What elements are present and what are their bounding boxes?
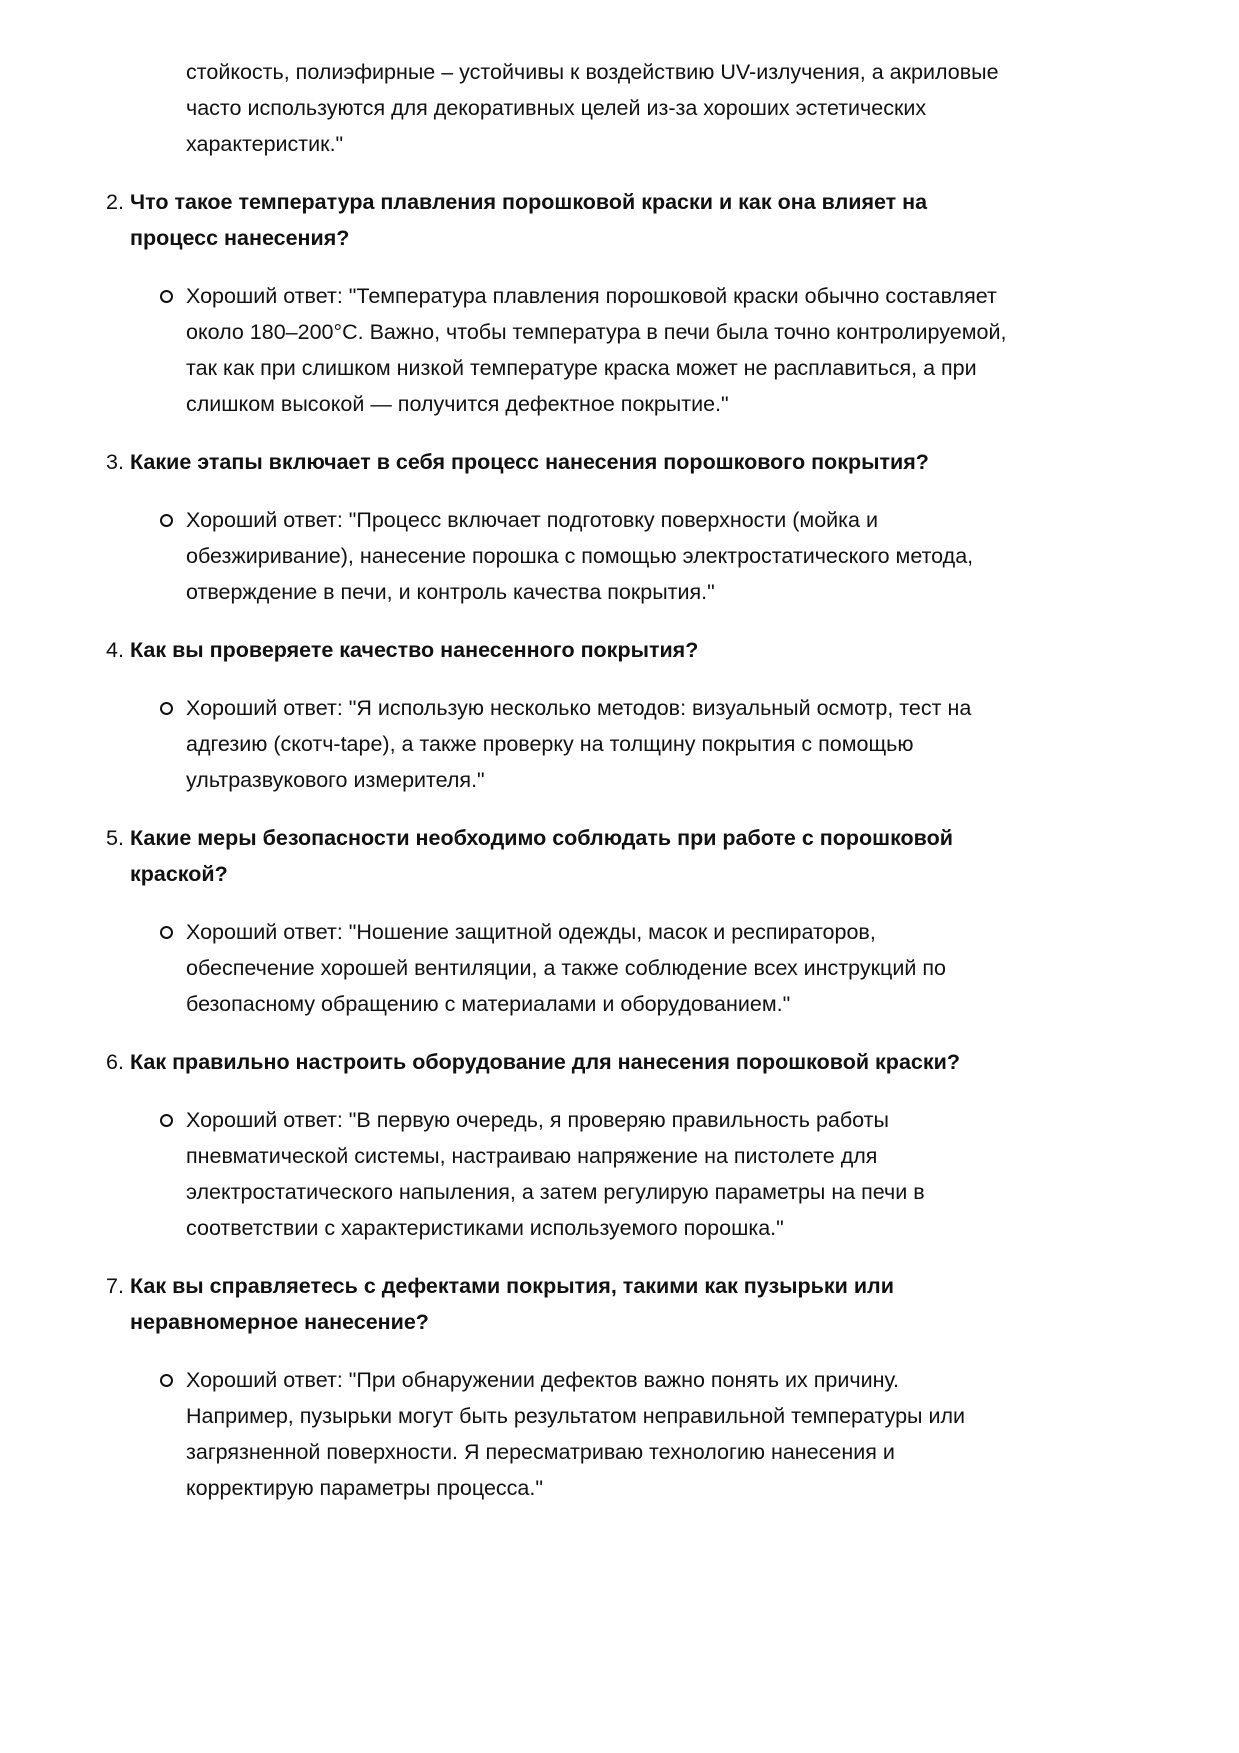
hollow-bullet-icon bbox=[160, 290, 173, 303]
question-item bbox=[0, 632, 1239, 668]
document-body bbox=[0, 54, 1239, 1506]
question-line: краской? bbox=[130, 862, 228, 886]
question-number: 7. bbox=[106, 1274, 124, 1298]
intro-answer-continuation bbox=[0, 54, 1239, 162]
question-line: Какие этапы включает в себя процесс нанесения порошкового покрытия? bbox=[130, 450, 929, 474]
answer-line: Например, пузырьки могут быть результатом неправильной температуры или bbox=[186, 1404, 966, 1428]
answer-line: электростатического напыления, а затем регулирую параметры на печи в bbox=[186, 1180, 925, 1204]
hollow-bullet-icon bbox=[160, 702, 173, 715]
question-item bbox=[0, 820, 1239, 892]
question-number: 4. bbox=[106, 638, 124, 662]
answer-item bbox=[0, 502, 1239, 610]
answer-item bbox=[0, 1362, 1239, 1506]
question-line: Как правильно настроить оборудование для нанесения порошковой краски? bbox=[130, 1050, 960, 1074]
answer-item bbox=[0, 278, 1239, 422]
question-item bbox=[0, 444, 1239, 480]
hollow-bullet-icon bbox=[160, 926, 173, 939]
answer-line: ультразвукового измерителя." bbox=[186, 768, 485, 792]
hollow-bullet-icon bbox=[160, 514, 173, 527]
answer-line: часто используются для декоративных целей из-за хороших эстетических bbox=[186, 96, 927, 120]
hollow-bullet-icon bbox=[160, 1374, 173, 1387]
question-item bbox=[0, 1268, 1239, 1340]
answer-line: так как при слишком низкой температуре краска может не расплавиться, а при bbox=[186, 356, 977, 380]
answer-item bbox=[0, 1102, 1239, 1246]
answer-line: около 180–200°C. Важно, чтобы температура в печи была точно контролируемой, bbox=[186, 320, 1007, 344]
answer-line: соответствии с характеристиками используемого порошка." bbox=[186, 1216, 784, 1240]
answer-line: характеристик." bbox=[186, 132, 344, 156]
hollow-bullet-icon bbox=[160, 1114, 173, 1127]
question-line: Что такое температура плавления порошковой краски и как она влияет на bbox=[130, 190, 928, 214]
question-line: неравномерное нанесение? bbox=[130, 1310, 429, 1334]
question-line: Как вы проверяете качество нанесенного покрытия? bbox=[130, 638, 699, 662]
answer-item bbox=[0, 690, 1239, 798]
answer-item bbox=[0, 914, 1239, 1022]
answer-line: слишком высокой — получится дефектное покрытие." bbox=[186, 392, 729, 416]
answer-line: обеспечение хорошей вентиляции, а также соблюдение всех инструкций по bbox=[186, 956, 946, 980]
answer-line: отверждение в печи, и контроль качества покрытия." bbox=[186, 580, 715, 604]
question-line: Как вы справляетесь с дефектами покрытия, такими как пузырьки или bbox=[130, 1274, 894, 1298]
question-line: процесс нанесения? bbox=[130, 226, 350, 250]
answer-line: Хороший ответ: "При обнаружении дефектов важно понять их причину. bbox=[186, 1368, 900, 1392]
answer-line: Хороший ответ: "Процесс включает подготовку поверхности (мойка и bbox=[186, 508, 878, 532]
question-line: Какие меры безопасности необходимо соблюдать при работе с порошковой bbox=[130, 826, 953, 850]
question-number: 3. bbox=[106, 450, 124, 474]
answer-line: Хороший ответ: "В первую очередь, я проверяю правильность работы bbox=[186, 1108, 889, 1132]
answer-line: Хороший ответ: "Температура плавления порошковой краски обычно составляет bbox=[186, 284, 997, 308]
answer-line: обезжиривание), нанесение порошка с помощью электростатического метода, bbox=[186, 544, 974, 568]
question-item bbox=[0, 1044, 1239, 1080]
question-number: 6. bbox=[106, 1050, 124, 1074]
answer-line: безопасному обращению с материалами и оборудованием." bbox=[186, 992, 791, 1016]
question-number: 5. bbox=[106, 826, 124, 850]
answer-line: загрязненной поверхности. Я пересматриваю технологию нанесения и bbox=[186, 1440, 895, 1464]
answer-line: Хороший ответ: "Я использую несколько методов: визуальный осмотр, тест на bbox=[186, 696, 972, 720]
answer-line: стойкость, полиэфирные – устойчивы к воздействию UV-излучения, а акриловые bbox=[186, 60, 999, 84]
answer-line: Хороший ответ: "Ношение защитной одежды, масок и респираторов, bbox=[186, 920, 876, 944]
question-item bbox=[0, 184, 1239, 256]
question-number: 2. bbox=[106, 190, 124, 214]
answer-line: адгезию (скотч-tape), а также проверку на толщину покрытия с помощью bbox=[186, 732, 914, 756]
answer-line: пневматической системы, настраиваю напряжение на пистолете для bbox=[186, 1144, 878, 1168]
answer-line: корректирую параметры процесса." bbox=[186, 1476, 543, 1500]
